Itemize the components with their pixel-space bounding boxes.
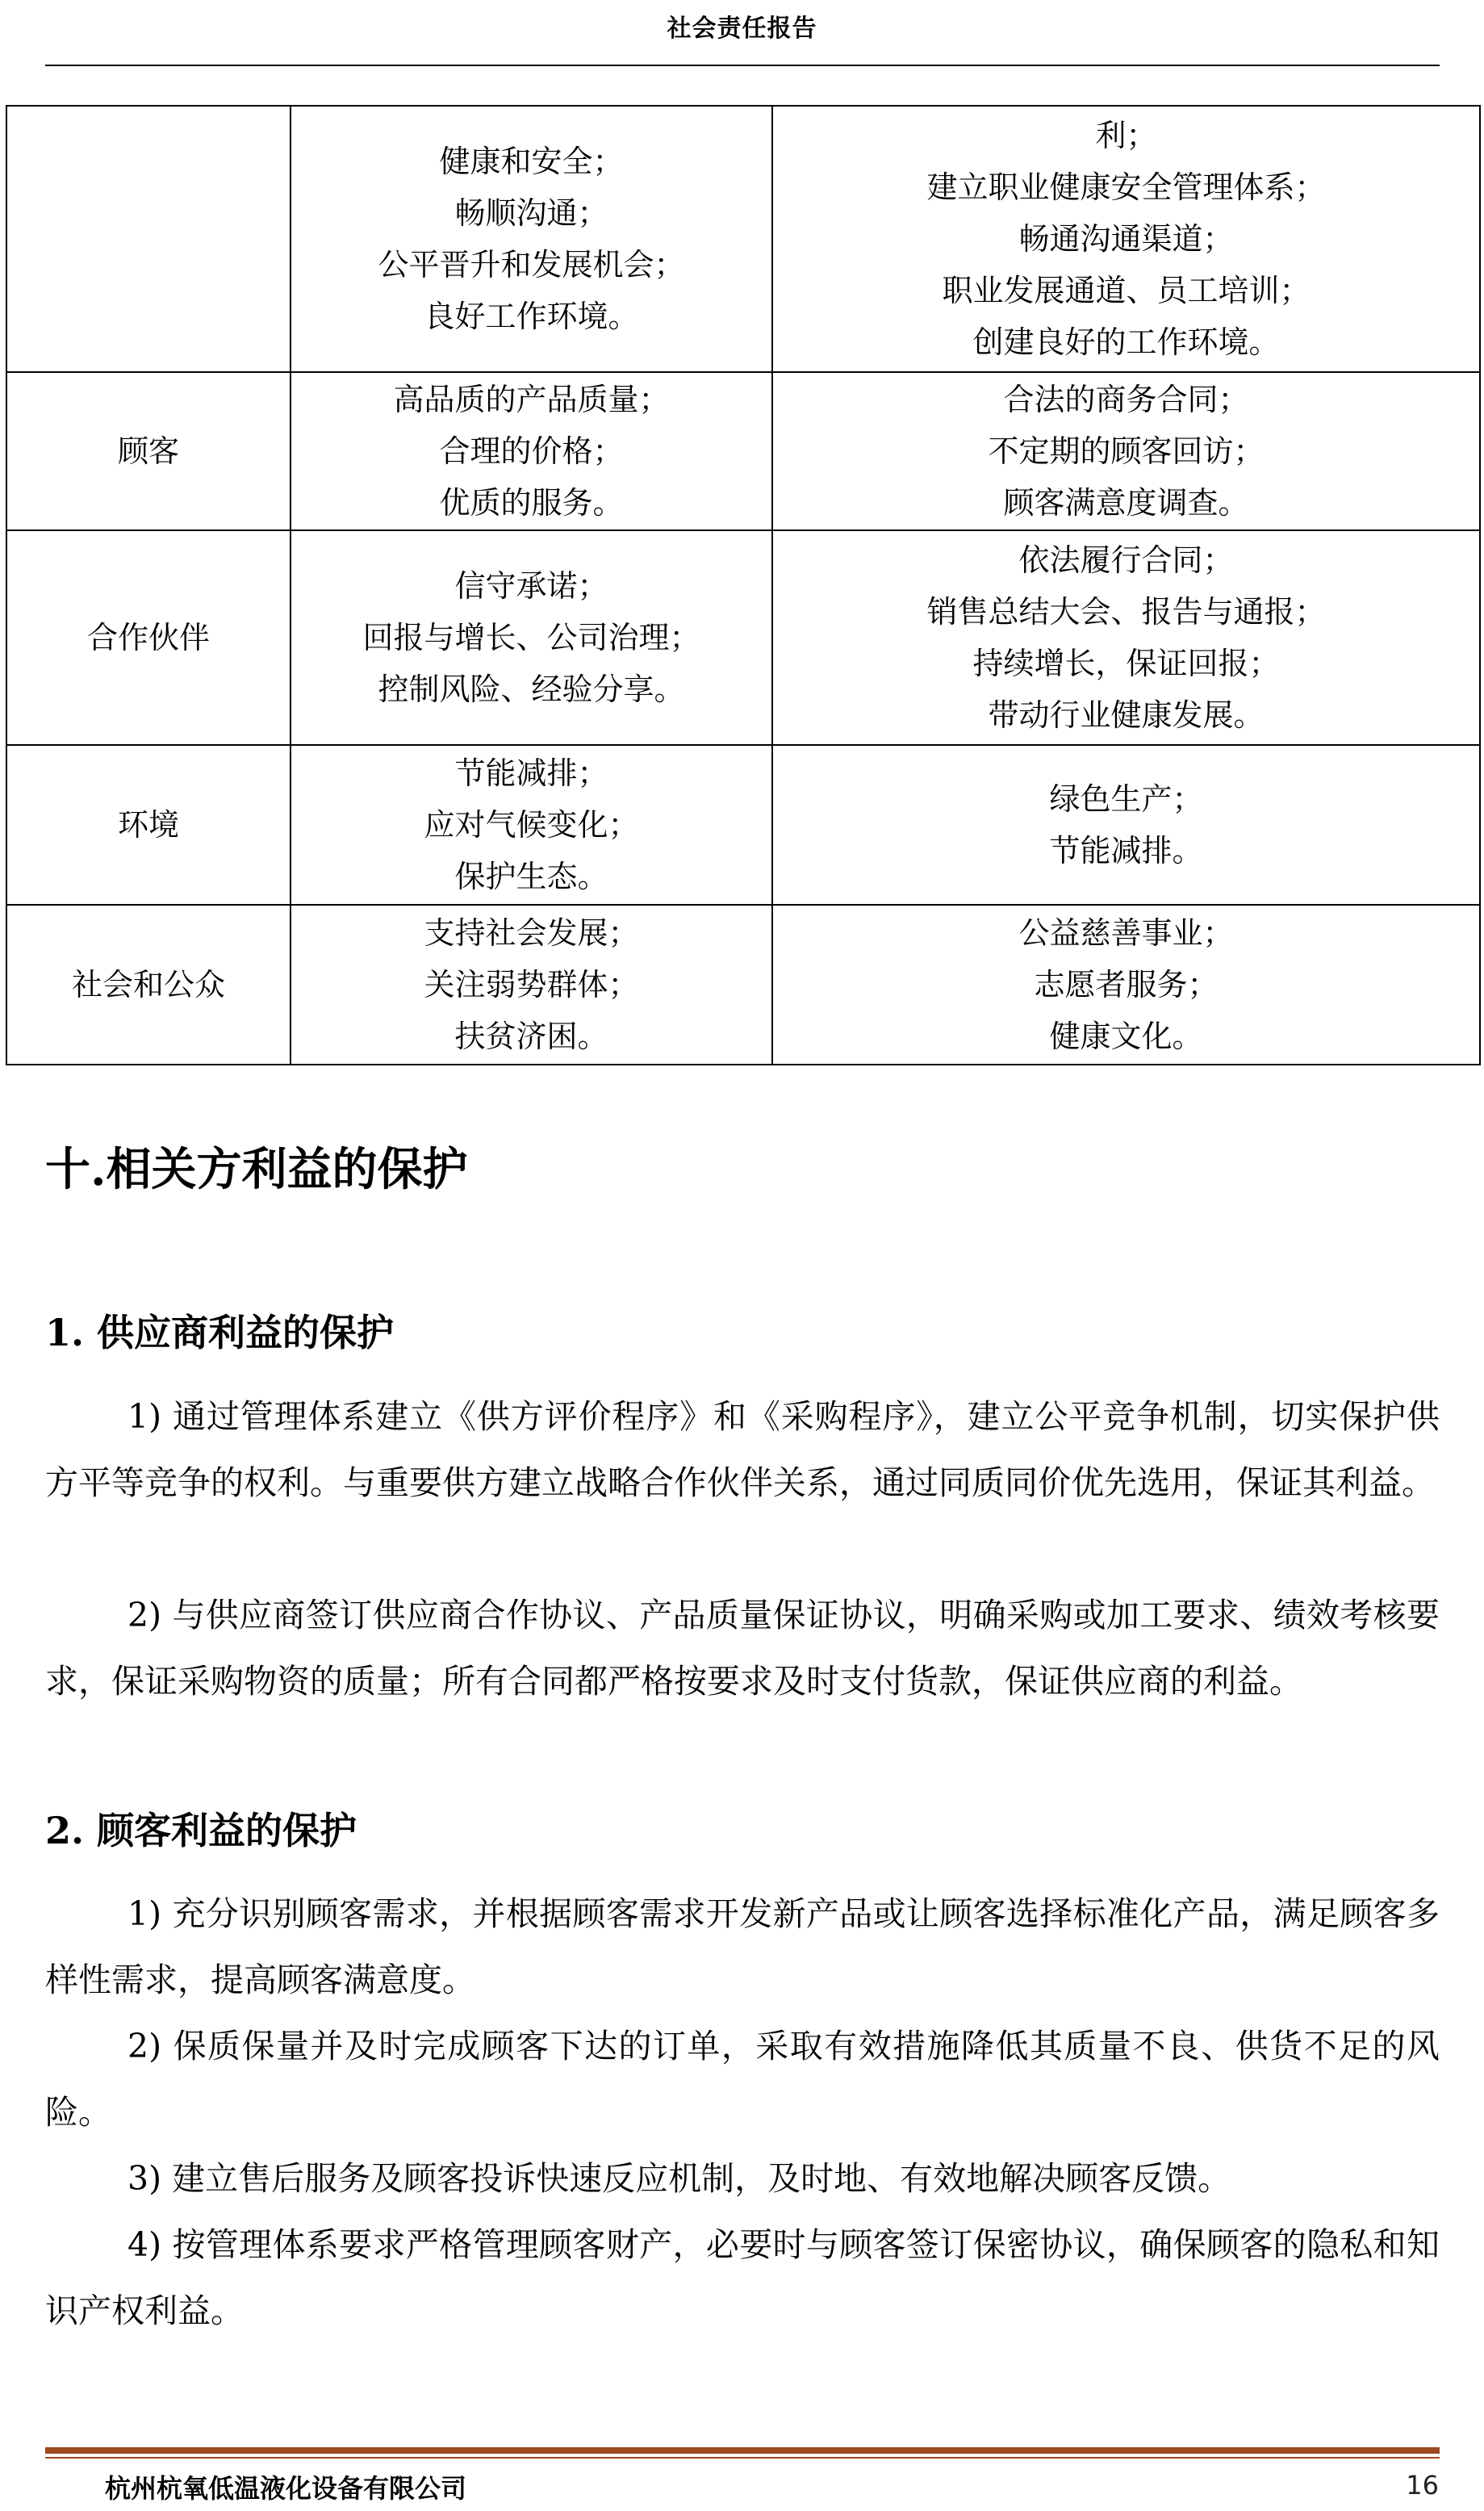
page-number: 16 xyxy=(1406,2470,1439,2501)
cell-line: 健康和安全； xyxy=(439,144,624,179)
cell-line: 不定期的顾客回访； xyxy=(988,433,1265,469)
expectation-cell xyxy=(291,372,772,530)
cell-line: 销售总结大会、报告与通报； xyxy=(926,594,1326,630)
cell-line: 应对气候变化； xyxy=(424,807,639,843)
cell-line: 扶贫济困。 xyxy=(454,1019,608,1054)
page-header-title: 社会责任报告 xyxy=(667,15,817,43)
table-row xyxy=(6,372,1480,530)
table-row xyxy=(6,530,1480,745)
cell-line: 节能减排； xyxy=(454,755,608,791)
cell-line: 控制风险、经验分享。 xyxy=(378,672,685,707)
section-heading: 十.相关方利益的保护 xyxy=(45,1143,468,1196)
paragraph: 3) 建立售后服务及顾客投诉快速反应机制，及时地、有效地解决顾客反馈。 xyxy=(127,2159,1231,2198)
cell-line: 高品质的产品质量； xyxy=(393,382,670,417)
stakeholder-cell xyxy=(6,745,291,905)
cell-line: 回报与增长、公司治理； xyxy=(362,620,700,655)
cell-line: 公益慈善事业； xyxy=(1018,915,1234,951)
cell-line: 利； xyxy=(1095,118,1157,153)
stakeholder-name: 社会和公众 xyxy=(71,967,225,1002)
stakeholder-cell xyxy=(6,372,291,530)
cell-line: 绿色生产； xyxy=(1049,781,1203,817)
stakeholder-table xyxy=(6,105,1481,1065)
cell-line: 带动行业健康发展。 xyxy=(988,697,1265,733)
stakeholder-cell xyxy=(6,905,291,1065)
stakeholder-cell xyxy=(6,106,291,372)
cell-line: 畅通沟通渠道； xyxy=(1018,221,1234,257)
table-row xyxy=(6,106,1480,372)
subsection-heading: 2. 顾客利益的保护 xyxy=(45,1809,357,1852)
paragraph: 4) 按管理体系要求严格管理顾客财产，必要时与顾客签订保密协议，确保顾客的隐私和知识产权利益。 xyxy=(45,2225,1440,2330)
cell-line: 健康文化。 xyxy=(1049,1019,1203,1054)
header-rule xyxy=(45,65,1440,66)
stakeholder-cell xyxy=(6,530,291,745)
cell-line: 关注弱势群体； xyxy=(424,967,639,1002)
response-cell xyxy=(772,372,1480,530)
cell-line: 节能减排。 xyxy=(1049,833,1203,868)
response-cell xyxy=(772,530,1480,745)
response-cell xyxy=(772,106,1480,372)
expectation-cell xyxy=(291,106,772,372)
paragraph: 1) 通过管理体系建立《供方评价程序》和《采购程序》，建立公平竞争机制，切实保护供方平等竞争的权利。与重要供方建立战略合作伙伴关系，通过同质同价优先选用，保证其利益。 xyxy=(45,1397,1440,1502)
subsection-heading: 1. 供应商利益的保护 xyxy=(45,1311,395,1354)
cell-line: 顾客满意度调查。 xyxy=(1003,485,1249,521)
footer-rule-thin xyxy=(45,2457,1440,2459)
cell-line: 优质的服务。 xyxy=(439,485,624,521)
paragraph: 2) 保质保量并及时完成顾客下达的订单，采取有效措施降低其质量不良、供货不足的风险。 xyxy=(45,2027,1440,2132)
table-row xyxy=(6,745,1480,905)
paragraph: 1) 充分识别顾客需求，并根据顾客需求开发新产品或让顾客选择标准化产品，满足顾客多样性需求，提高顾客满意度。 xyxy=(45,1894,1440,1999)
paragraph: 2) 与供应商签订供应商合作协议、产品质量保证协议，明确采购或加工要求、绩效考核要求，保证采购物资的质量；所有合同都严格按要求及时支付货款，保证供应商的利益。 xyxy=(45,1596,1440,1701)
cell-line: 公平晋升和发展机会； xyxy=(378,247,685,282)
cell-line: 合法的商务合同； xyxy=(1003,382,1249,417)
expectation-cell xyxy=(291,745,772,905)
cell-line: 创建良好的工作环境。 xyxy=(972,324,1280,360)
response-cell xyxy=(772,905,1480,1065)
cell-line: 持续增长，保证回报； xyxy=(972,646,1280,681)
cell-line: 建立职业健康安全管理体系； xyxy=(926,169,1326,205)
expectation-cell xyxy=(291,530,772,745)
cell-line: 合理的价格； xyxy=(439,433,624,469)
stakeholder-name: 环境 xyxy=(117,807,179,843)
response-cell xyxy=(772,745,1480,905)
footer-rule xyxy=(45,2447,1440,2454)
cell-line: 依法履行合同； xyxy=(1018,542,1234,578)
cell-line: 保护生态。 xyxy=(454,859,608,894)
table-row xyxy=(6,905,1480,1065)
cell-line: 志愿者服务； xyxy=(1034,967,1219,1002)
stakeholder-name: 合作伙伴 xyxy=(86,620,210,655)
cell-line: 支持社会发展； xyxy=(424,915,639,951)
cell-line: 职业发展通道、员工培训； xyxy=(942,273,1311,308)
stakeholder-name: 顾客 xyxy=(117,433,179,469)
cell-line: 良好工作环境。 xyxy=(424,299,639,334)
cell-line: 畅顺沟通； xyxy=(454,195,608,231)
cell-line: 信守承诺； xyxy=(454,568,608,604)
footer-company-name: 杭州杭氧低温液化设备有限公司 xyxy=(105,2473,467,2504)
expectation-cell xyxy=(291,905,772,1065)
